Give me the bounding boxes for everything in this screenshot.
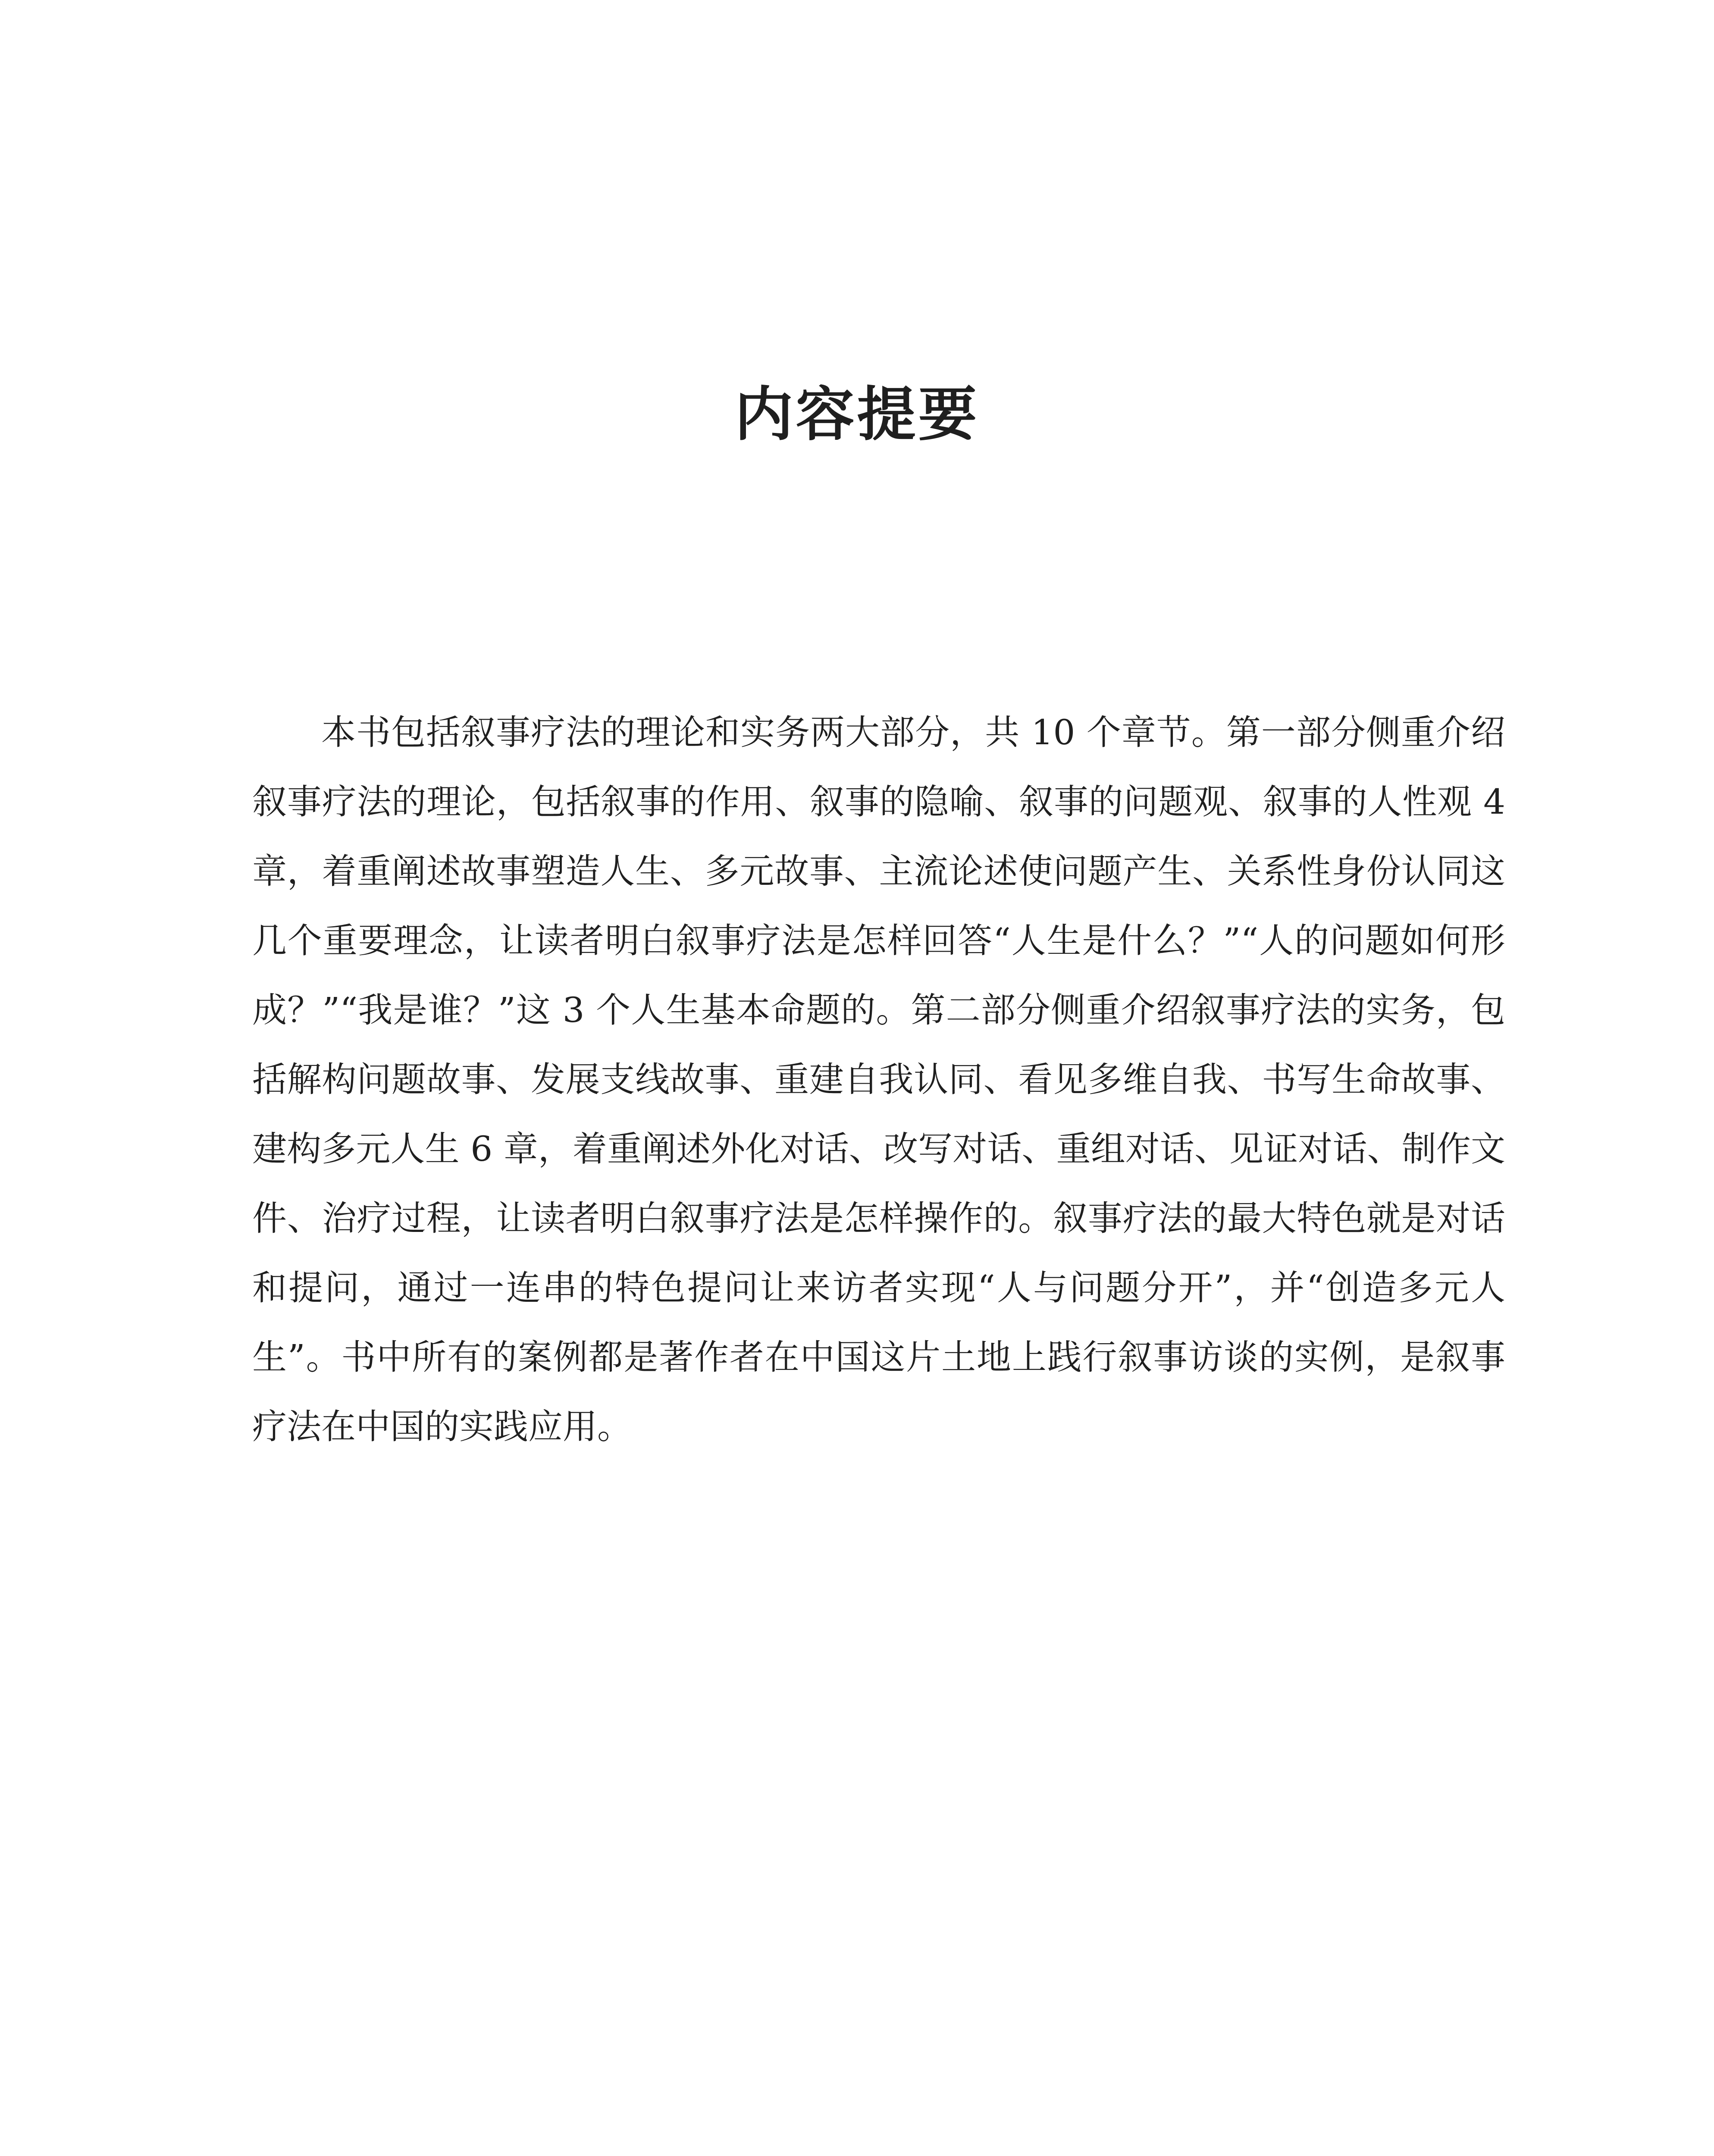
summary-paragraph: 本书包括叙事疗法的理论和实务两大部分，共 10 个章节。第一部分侧重介绍叙事疗法的理论，包括叙事的作用、叙事的隐喻、叙事的问题观、叙事的人性观 4 章，着重阐述故事塑造人生、多元故事、主流论述使问题产生、关系性身份认同这几个重要理念，让读者明白叙事疗法是怎样回答“人生是什么？”“人的问题如何形成？”“我是谁？”这 3 个人生基本命题的。第二部分侧重介绍叙事疗法的实务，包括解构问题故事、发展支线故事、重建自我认同、看见多维自我、书写生命故事、建构多元人生 6 章，着重阐述外化对话、改写对话、重组对话、见证对话、制作文件、治疗过程，让读者明白叙事疗法是怎样操作的。叙事疗法的最大特色就是对话和提问，通过一连串的特色提问让来访者实现“人与问题分开”，并“创造多元人生”。书中所有的案例都是著作者在中国这片土地上践行叙事访谈的实例，是叙事疗法在中国的实践应用。 [252, 712, 1505, 1447]
page-title: 内容提要 [734, 380, 980, 449]
